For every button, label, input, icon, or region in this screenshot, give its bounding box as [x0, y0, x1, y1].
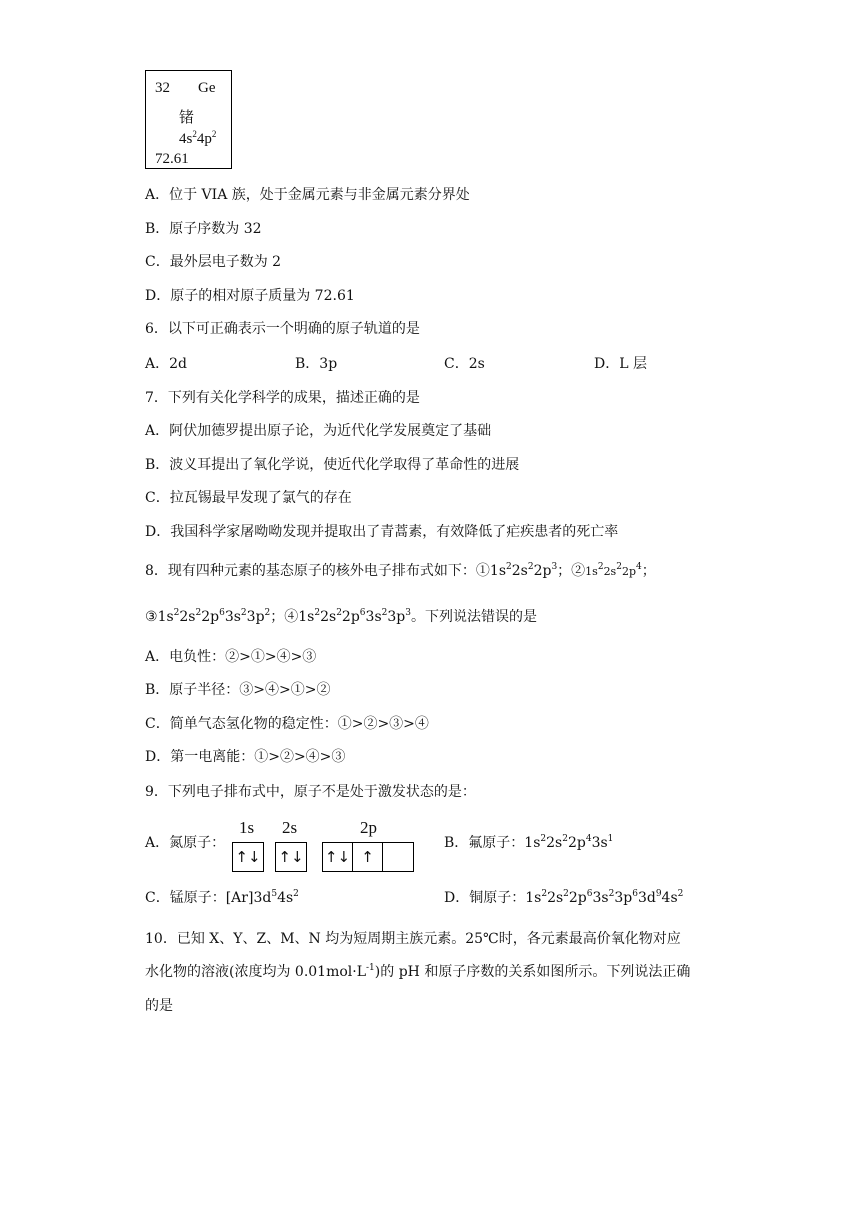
q7-option-d: D．我国科学家屠呦呦发现并提取出了青蒿素，有效降低了疟疾患者的死亡率 — [145, 524, 619, 540]
q7-stem: 7．下列有关化学科学的成果，描述正确的是 — [145, 390, 420, 406]
orbital-box-2p — [322, 842, 414, 872]
q8-option-d: D．第一电离能：①>②>④>③ — [145, 749, 346, 765]
orbital-label-1s: 1s — [239, 818, 255, 837]
q10-line3: 的是 — [145, 998, 173, 1014]
q8-option-b: B．原子半径：③>④>①>② — [145, 682, 331, 698]
q7-option-c: C．拉瓦锡最早发现了氯气的存在 — [145, 490, 352, 506]
atomic-number: 32 — [155, 80, 170, 96]
q5-option-a: A．位于 VIA 族，处于金属元素与非金属元素分界处 — [145, 187, 470, 203]
q8-option-a: A．电负性：②>①>④>③ — [145, 649, 317, 665]
orbital-cell-2s: ↑↓ — [278, 848, 304, 866]
element-card-ge — [145, 70, 232, 169]
q5-option-d: D．原子的相对原子质量为 72.61 — [145, 288, 355, 304]
q10-line2: 水化物的溶液(浓度均为 $0.01mol\cdot L^{-1}$)的 pH 和原子序数的关系如图所示。下列说法正确 — [145, 963, 691, 980]
orbital-cell-2p-1: ↑↓ — [323, 843, 353, 871]
q9-option-b: B．氟原子：$1s^22s^22p^43s^1$ — [444, 834, 614, 851]
element-symbol: Ge — [198, 80, 216, 96]
q6-option-a: A．2d — [145, 356, 187, 372]
orbital-box-1s — [232, 842, 264, 872]
q8-stem-line2: $③1s^22s^22p^63s^23p^2$；$④1s^22s^22p^63s^23p^3$。下列说法错误的是 — [145, 608, 537, 625]
orbital-cell-1s: ↑↓ — [235, 848, 261, 866]
q7-option-a: A．阿伏加德罗提出原子论，为近代化学发展奠定了基础 — [145, 423, 492, 439]
electron-config: $4s^24p^2$ — [179, 129, 217, 147]
q8-option-c: C．简单气态氢化物的稳定性：①>②>③>④ — [145, 716, 429, 732]
orbital-cell-2p-3 — [383, 843, 413, 871]
q7-option-b: B．波义耳提出了氧化学说，使近代化学取得了革命性的进展 — [145, 457, 520, 473]
q5-option-c: C．最外层电子数为 2 — [145, 254, 282, 270]
q9-stem: 9．下列电子排布式中，原子不是处于激发状态的是： — [145, 784, 476, 800]
atomic-mass: 72.61 — [155, 151, 189, 167]
orbital-label-2p: 2p — [360, 818, 377, 837]
q8-stem-line1: 8．现有四种元素的基态原子的核外电子排布式如下：$①1s^22s^22p^3$；$②1s^22s^22p^4$； — [145, 562, 656, 579]
q9-option-a-label: A．氮原子： — [145, 835, 226, 851]
q6-stem: 6．以下可正确表示一个明确的原子轨道的是 — [145, 321, 420, 337]
element-name: 锗 — [179, 108, 195, 126]
q5-option-b: B．原子序数为 32 — [145, 221, 262, 237]
q6-option-d: D．L 层 — [594, 356, 647, 372]
orbital-box-2s — [275, 842, 307, 872]
orbital-label-2s: 2s — [282, 818, 298, 837]
q10-line1: 10．已知 X、Y、Z、M、N 均为短周期主族元素。25℃时，各元素最高价氧化物对应 — [145, 931, 681, 947]
q6-option-c: C．2s — [444, 356, 485, 372]
q6-option-b: B．3p — [295, 356, 338, 372]
orbital-cell-2p-2: ↑ — [353, 843, 383, 871]
q9-option-c: C．锰原子：$[Ar]3d^54s^2$ — [145, 889, 299, 906]
q9-option-d: D．铜原子：$1s^22s^22p^63s^23p^63d^94s^2$ — [444, 889, 684, 906]
